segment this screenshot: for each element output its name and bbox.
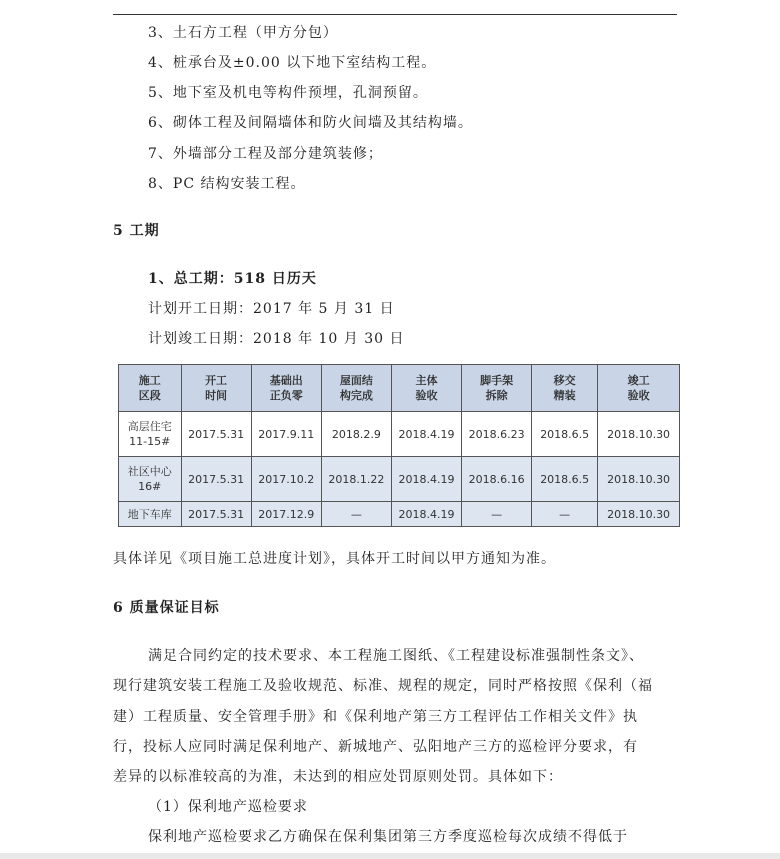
paragraph-line: 建）工程质量、安全管理手册》和《保利地产第三方工程评估工作相关文件》执 bbox=[113, 709, 638, 725]
header-handover: 移交 精装 bbox=[532, 365, 598, 412]
table-cell: 2018.10.30 bbox=[598, 502, 680, 527]
header-section: 施工 区段 bbox=[119, 365, 182, 412]
list-item-3: 3、土石方工程（甲方分包） bbox=[148, 25, 338, 41]
header-foundation: 基础出 正负零 bbox=[251, 365, 321, 412]
row-label: 地下车库 bbox=[119, 502, 182, 527]
table-cell: — bbox=[321, 502, 391, 527]
header-scaffold: 脚手架 拆除 bbox=[462, 365, 532, 412]
table-cell: 2018.10.30 bbox=[598, 412, 680, 457]
list-item-7: 7、外墙部分工程及部分建筑装修； bbox=[148, 146, 383, 162]
table-cell: 2017.12.9 bbox=[251, 502, 321, 527]
list-item-6: 6、砌体工程及间隔墙体和防火间墙及其结构墙。 bbox=[148, 115, 473, 131]
paragraph-line: 满足合同约定的技术要求、本工程施工图纸、《工程建设标准强制性条文》、 bbox=[148, 648, 644, 664]
total-duration: 1、总工期：518 日历天 bbox=[148, 271, 317, 287]
paragraph-line: 差异的以标准较高的为准，未达到的相应处罚原则处罚。具体如下： bbox=[113, 769, 563, 785]
table-header-row bbox=[119, 365, 680, 412]
page-bottom-edge bbox=[0, 853, 780, 859]
header-main-acceptance: 主体 验收 bbox=[391, 365, 461, 412]
table-cell: 2017.10.2 bbox=[251, 457, 321, 502]
schedule-note: 具体详见《项目施工总进度计划》，具体开工时间以甲方通知为准。 bbox=[113, 551, 556, 567]
table-cell: 2018.6.5 bbox=[532, 457, 598, 502]
table-row bbox=[119, 457, 680, 502]
table-cell: 2018.1.22 bbox=[321, 457, 391, 502]
table-row bbox=[119, 412, 680, 457]
paragraph-line: 行，投标人应同时满足保利地产、新城地产、弘阳地产三方的巡检评分要求，有 bbox=[113, 739, 638, 755]
paragraph-line: 现行建筑安装工程施工及验收规范、标准、规程的规定，同时严格按照《保利（福 bbox=[113, 678, 653, 694]
table-cell: 2018.6.5 bbox=[532, 412, 598, 457]
table-cell: 2018.4.19 bbox=[391, 412, 461, 457]
table-cell: 2018.2.9 bbox=[321, 412, 391, 457]
table-cell: — bbox=[532, 502, 598, 527]
list-item-5: 5、地下室及机电等构件预埋，孔洞预留。 bbox=[148, 85, 428, 101]
section-5-title: 5 工期 bbox=[113, 223, 160, 239]
list-item-8: 8、PC 结构安装工程。 bbox=[148, 176, 306, 192]
planned-start-date: 计划开工日期：2017 年 5 月 31 日 bbox=[148, 301, 395, 317]
header-roof: 屋面结 构完成 bbox=[321, 365, 391, 412]
header-completion: 竣工 验收 bbox=[598, 365, 680, 412]
table-cell: 2018.6.16 bbox=[462, 457, 532, 502]
table-cell: 2017.5.31 bbox=[181, 457, 251, 502]
table-cell: 2018.6.23 bbox=[462, 412, 532, 457]
section-6-title: 6 质量保证目标 bbox=[113, 600, 220, 616]
table-cell: 2017.5.31 bbox=[181, 502, 251, 527]
row-label: 社区中心 16# bbox=[119, 457, 182, 502]
top-rule bbox=[113, 14, 677, 15]
table-cell: 2018.10.30 bbox=[598, 457, 680, 502]
table-cell: 2017.5.31 bbox=[181, 412, 251, 457]
schedule-table bbox=[118, 364, 680, 527]
table-cell: 2017.9.11 bbox=[251, 412, 321, 457]
table-cell: — bbox=[462, 502, 532, 527]
header-start: 开工 时间 bbox=[181, 365, 251, 412]
list-item-4: 4、桩承台及±0.00 以下地下室结构工程。 bbox=[148, 55, 437, 71]
sub-item-poly-inspection: （1）保利地产巡检要求 bbox=[148, 799, 308, 815]
paragraph-line: 保利地产巡检要求乙方确保在保利集团第三方季度巡检每次成绩不得低于 bbox=[148, 829, 628, 845]
table-cell: 2018.4.19 bbox=[391, 502, 461, 527]
row-label: 高层住宅 11-15# bbox=[119, 412, 182, 457]
planned-end-date: 计划竣工日期：2018 年 10 月 30 日 bbox=[148, 331, 405, 347]
table-cell: 2018.4.19 bbox=[391, 457, 461, 502]
table-row bbox=[119, 502, 680, 527]
